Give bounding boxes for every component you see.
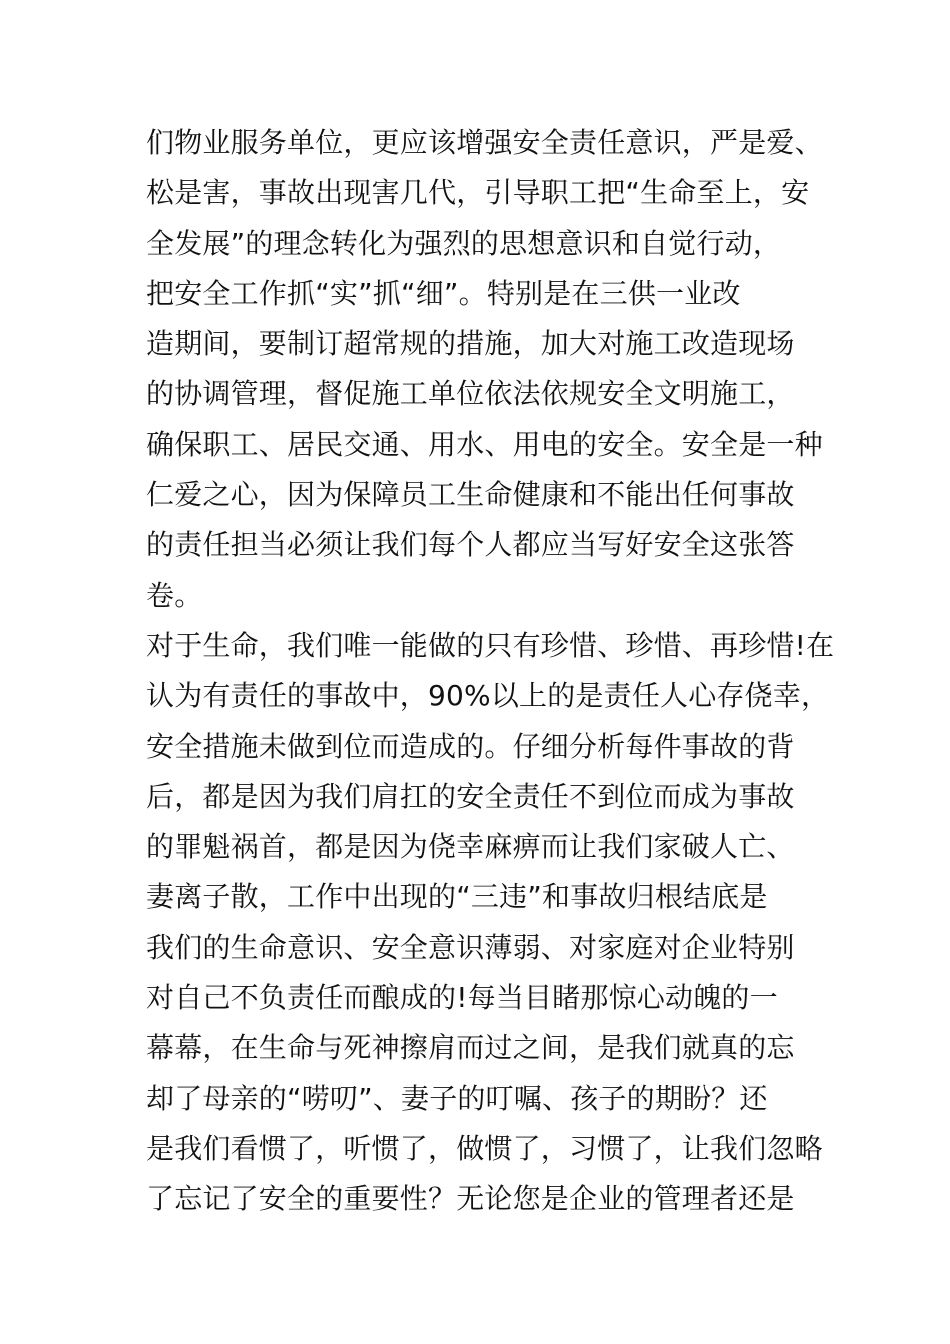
- text-line: 了忘记了安全的重要性？无论您是企业的管理者还是: [146, 1182, 795, 1216]
- text-line: 认为有责任的事故中，90%以上的是责任人心存侥幸，: [146, 679, 830, 713]
- text-line: 仁爱之心，因为保障员工生命健康和不能出任何事故: [146, 478, 795, 512]
- text-line: 松是害，事故出现害几代，引导职工把“生命至上，安: [146, 176, 810, 210]
- text-line: 把安全工作抓“实”抓“细”。特别是在三供一业改: [146, 276, 741, 310]
- text-line: 安全措施未做到位而造成的。仔细分析每件事故的背: [146, 729, 795, 763]
- text-line: 的罪魁祸首，都是因为侥幸麻痹而让我们家破人亡、: [146, 830, 795, 864]
- text-line: 对自己不负责任而酿成的!每当目睹那惊心动魄的一: [146, 981, 778, 1015]
- text-line: 我们的生命意识、安全意识薄弱、对家庭对企业特别: [146, 930, 795, 964]
- text-line: 对于生命，我们唯一能做的只有珍惜、珍惜、再珍惜!在: [146, 628, 835, 662]
- text-line: 的协调管理，督促施工单位依法依规安全文明施工，: [146, 377, 795, 411]
- text-line: 幕幕，在生命与死神擦肩而过之间，是我们就真的忘: [146, 1031, 795, 1065]
- text-line: 全发展”的理念转化为强烈的思想意识和自觉行动，: [146, 226, 782, 260]
- text-line: 造期间，要制订超常规的措施，加大对施工改造现场: [146, 327, 795, 361]
- text-line: 是我们看惯了，听惯了，做惯了，习惯了，让我们忽略: [146, 1131, 823, 1165]
- text-line: 后，都是因为我们肩扛的安全责任不到位而成为事故: [146, 779, 795, 813]
- text-line: 卷。: [146, 578, 203, 612]
- text-line: 却了母亲的“唠叨”、妻子的叮嘱、孩子的期盼？还: [146, 1081, 768, 1115]
- text-line: 确保职工、居民交通、用水、用电的安全。安全是一种: [146, 427, 823, 461]
- text-line: 妻离子散，工作中出现的“三违”和事故归根结底是: [146, 880, 768, 914]
- body-text: [146, 118, 835, 1225]
- text-line: 的责任担当必须让我们每个人都应当写好安全这张答: [146, 528, 795, 562]
- text-line: 们物业服务单位，更应该增强安全责任意识，严是爱、: [146, 126, 823, 159]
